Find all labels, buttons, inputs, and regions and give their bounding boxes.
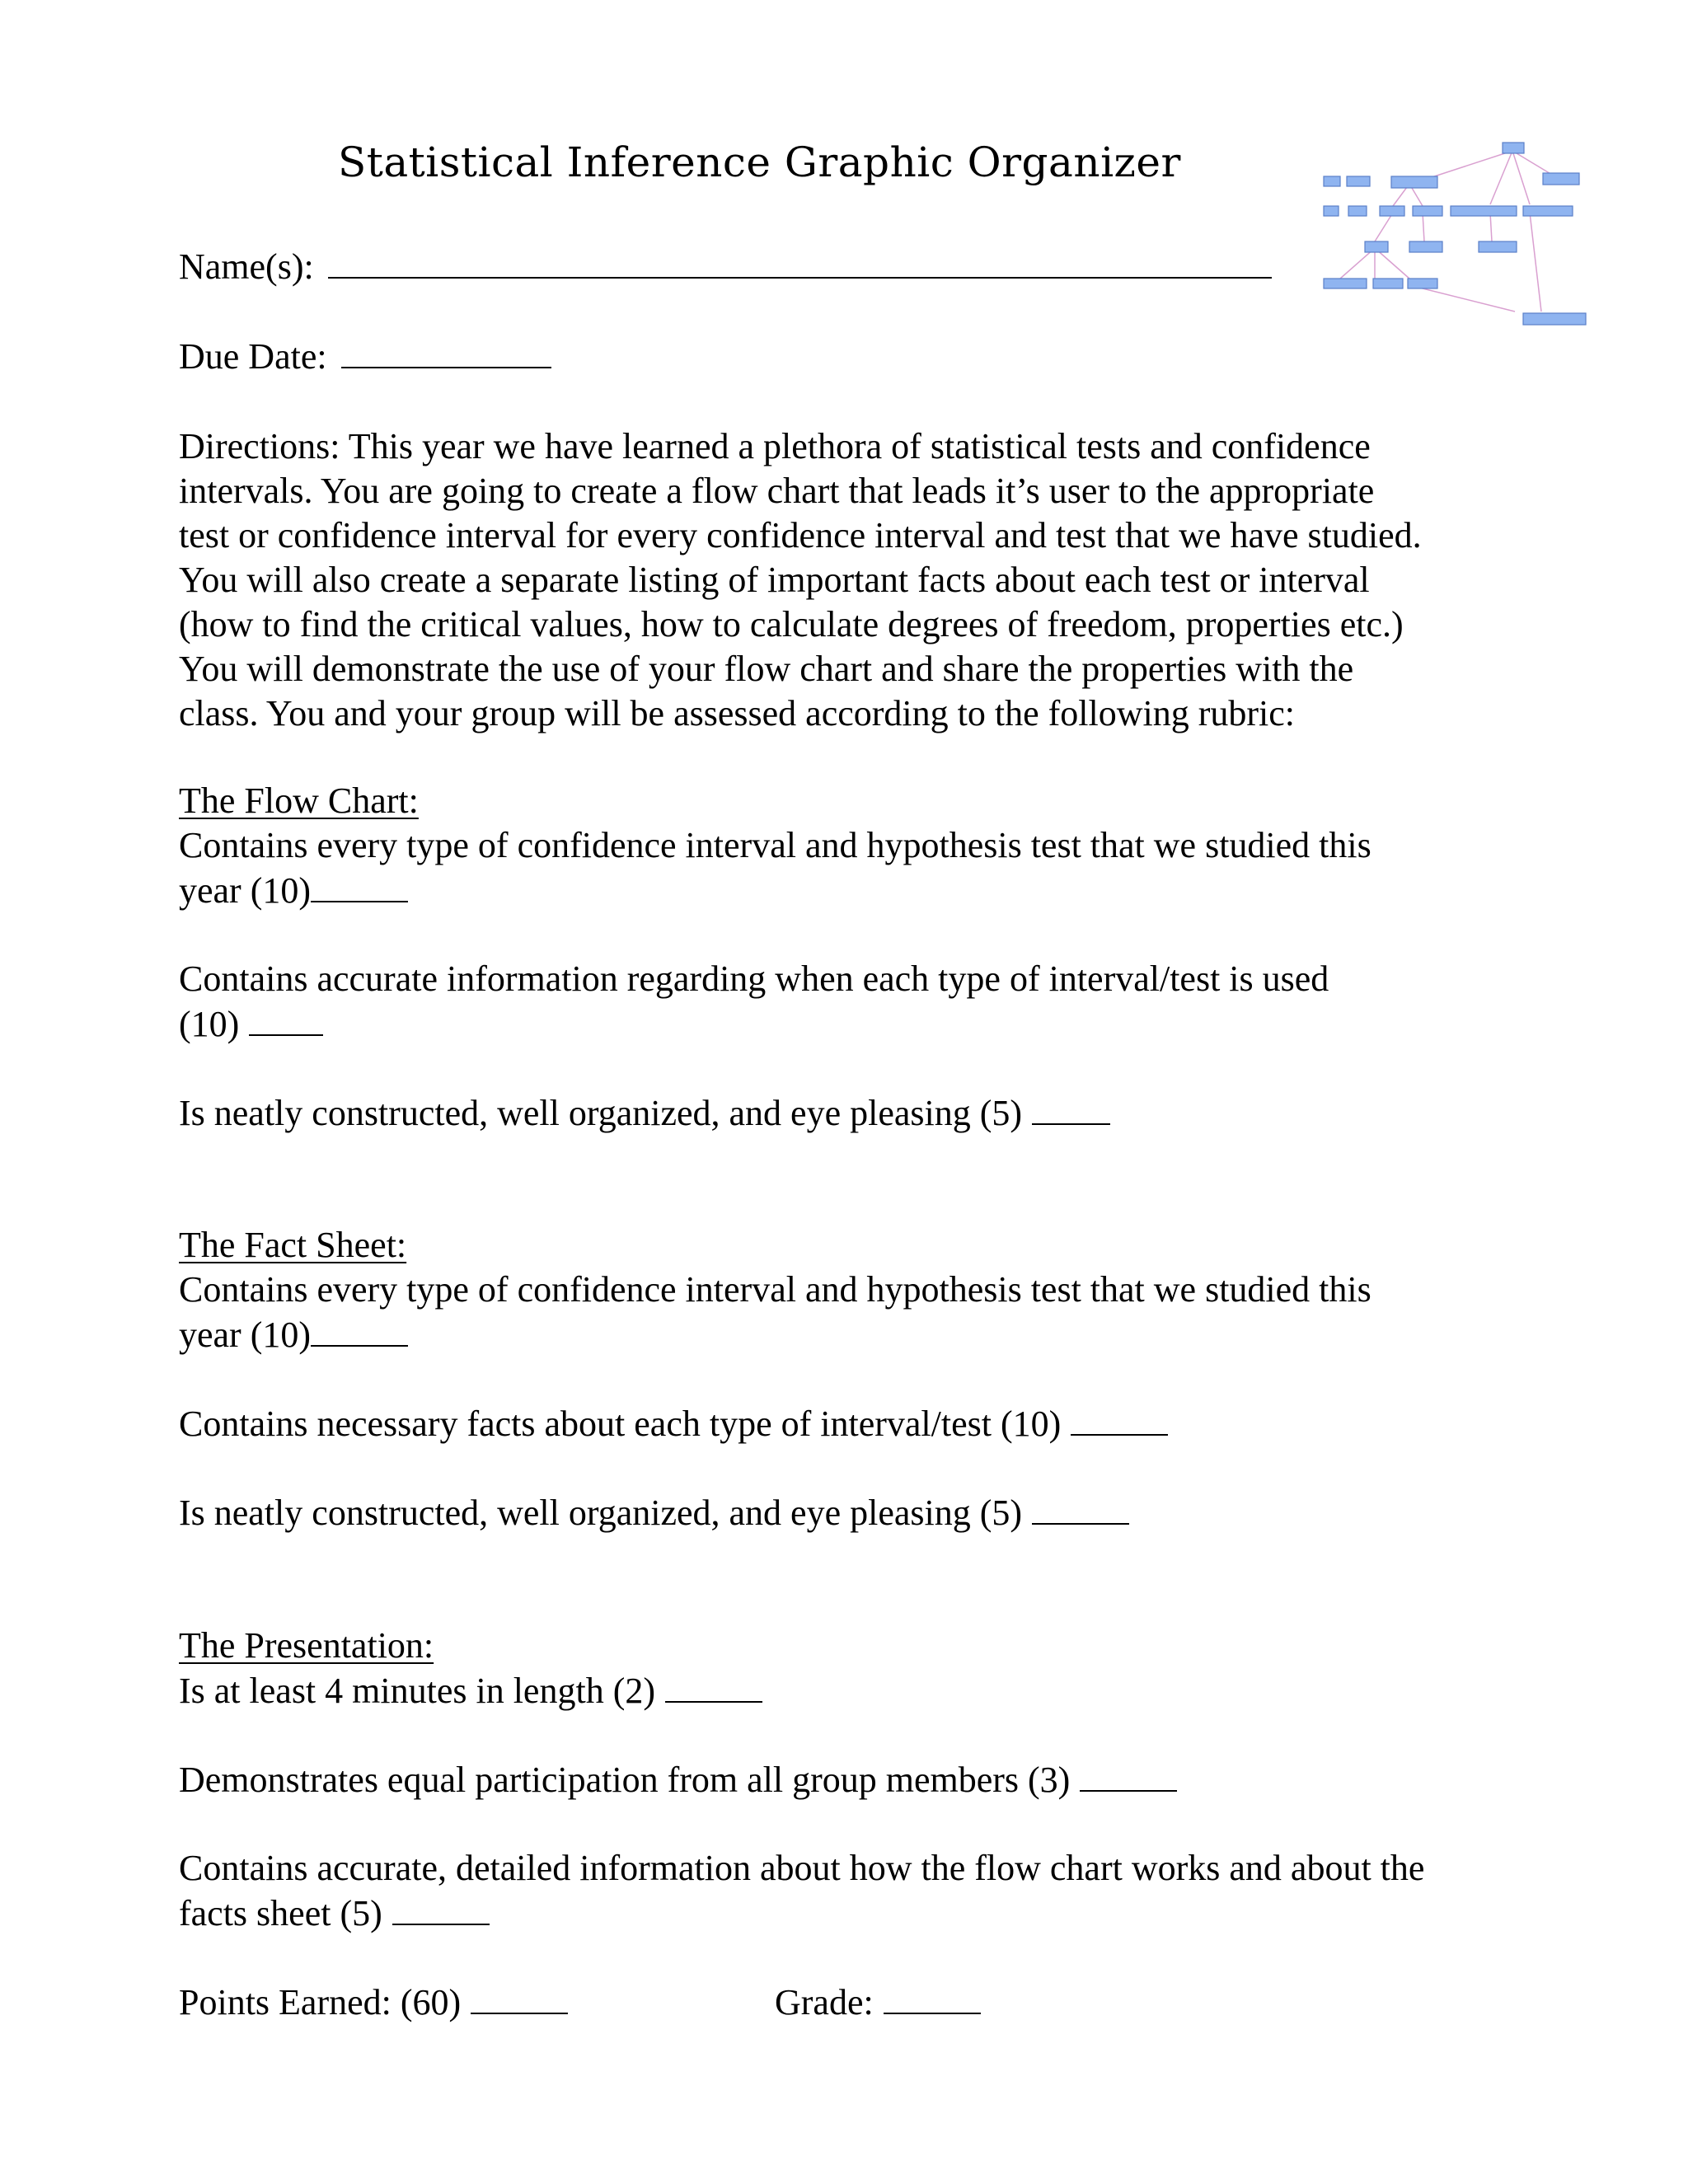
score-blank[interactable]: [249, 1001, 323, 1036]
due-date-blank[interactable]: [341, 334, 551, 368]
grade-label: Grade:: [775, 1982, 874, 2022]
fact-sheet-item1-line1: Contains every type of confidence interval and hypothesis test that we studied this: [179, 1269, 1372, 1310]
directions-line: Directions: This year we have learned a plethora of statistical tests and confidence: [179, 426, 1371, 466]
flow-chart-item2-line1: Contains accurate information regarding when each type of interval/test is used: [179, 958, 1329, 999]
directions-paragraph: [179, 424, 1514, 736]
presentation-item3-label: facts sheet (5): [179, 1893, 382, 1933]
fact-sheet-item1-label: year (10): [179, 1315, 312, 1355]
points-earned-label: Points Earned: (60): [179, 1982, 462, 2022]
directions-line: test or confidence interval for every confidence interval and test that we have studied.: [179, 515, 1422, 555]
fact-sheet-item2: [179, 1401, 1168, 1446]
flow-chart-item1-line2: [179, 868, 408, 913]
directions-line: class. You and your group will be assessed according to the following rubric:: [179, 693, 1295, 733]
flow-chart-item3-label: Is neatly constructed, well organized, and eye pleasing (5): [179, 1093, 1023, 1133]
flow-chart-item1-line1: Contains every type of confidence interval and hypothesis test that we studied this: [179, 825, 1372, 865]
score-blank[interactable]: [1032, 1090, 1110, 1125]
grade-row: [775, 1980, 981, 2025]
flow-chart-heading: The Flow Chart:: [179, 780, 419, 821]
score-blank[interactable]: [1071, 1401, 1168, 1436]
flow-chart-item2-line2: [179, 1001, 323, 1047]
directions-line: (how to find the critical values, how to calculate degrees of freedom, properties etc.): [179, 604, 1404, 644]
fact-sheet-item3: [179, 1490, 1129, 1535]
fact-sheet-item2-label: Contains necessary facts about each type of interval/test (10): [179, 1404, 1062, 1444]
score-blank[interactable]: [311, 868, 408, 902]
score-blank[interactable]: [1080, 1757, 1177, 1792]
fact-sheet-item3-label: Is neatly constructed, well organized, and eye pleasing (5): [179, 1493, 1023, 1533]
due-date-label: Due Date:: [179, 336, 327, 377]
fact-sheet-heading: The Fact Sheet:: [179, 1225, 407, 1265]
presentation-item3-line2: [179, 1891, 490, 1936]
page-title: Statistical Inference Graphic Organizer: [338, 138, 1181, 186]
directions-line: You will also create a separate listing of important facts about each test or interval: [179, 560, 1370, 600]
points-earned-row: [179, 1980, 568, 2025]
directions-line: intervals. You are going to create a flow chart that leads it’s user to the appropriate: [179, 471, 1375, 511]
names-row: [179, 244, 1272, 289]
score-blank[interactable]: [311, 1312, 408, 1347]
flow-chart-item1-label: year (10): [179, 870, 312, 911]
presentation-item1-label: Is at least 4 minutes in length (2): [179, 1671, 655, 1711]
due-date-row: [179, 334, 551, 379]
score-blank[interactable]: [665, 1668, 762, 1703]
names-blank[interactable]: [328, 244, 1272, 279]
presentation-heading: The Presentation:: [179, 1625, 434, 1666]
flow-chart-item2-label: (10): [179, 1004, 240, 1044]
score-blank[interactable]: [392, 1891, 490, 1925]
points-earned-blank[interactable]: [471, 1980, 568, 2014]
flowchart-thumbnail: [1317, 138, 1597, 335]
grade-blank[interactable]: [884, 1980, 981, 2014]
fact-sheet-item1-line2: [179, 1312, 408, 1357]
flow-chart-item3: [179, 1090, 1110, 1136]
directions-line: You will demonstrate the use of your flow chart and share the properties with the: [179, 649, 1354, 689]
presentation-item3-line1: Contains accurate, detailed information about how the flow chart works and about the: [179, 1848, 1425, 1888]
presentation-item2-label: Demonstrates equal participation from all group members (3): [179, 1760, 1071, 1800]
presentation-item2: [179, 1757, 1177, 1802]
names-label: Name(s):: [179, 246, 314, 287]
score-blank[interactable]: [1032, 1490, 1129, 1525]
presentation-item1: [179, 1668, 762, 1713]
